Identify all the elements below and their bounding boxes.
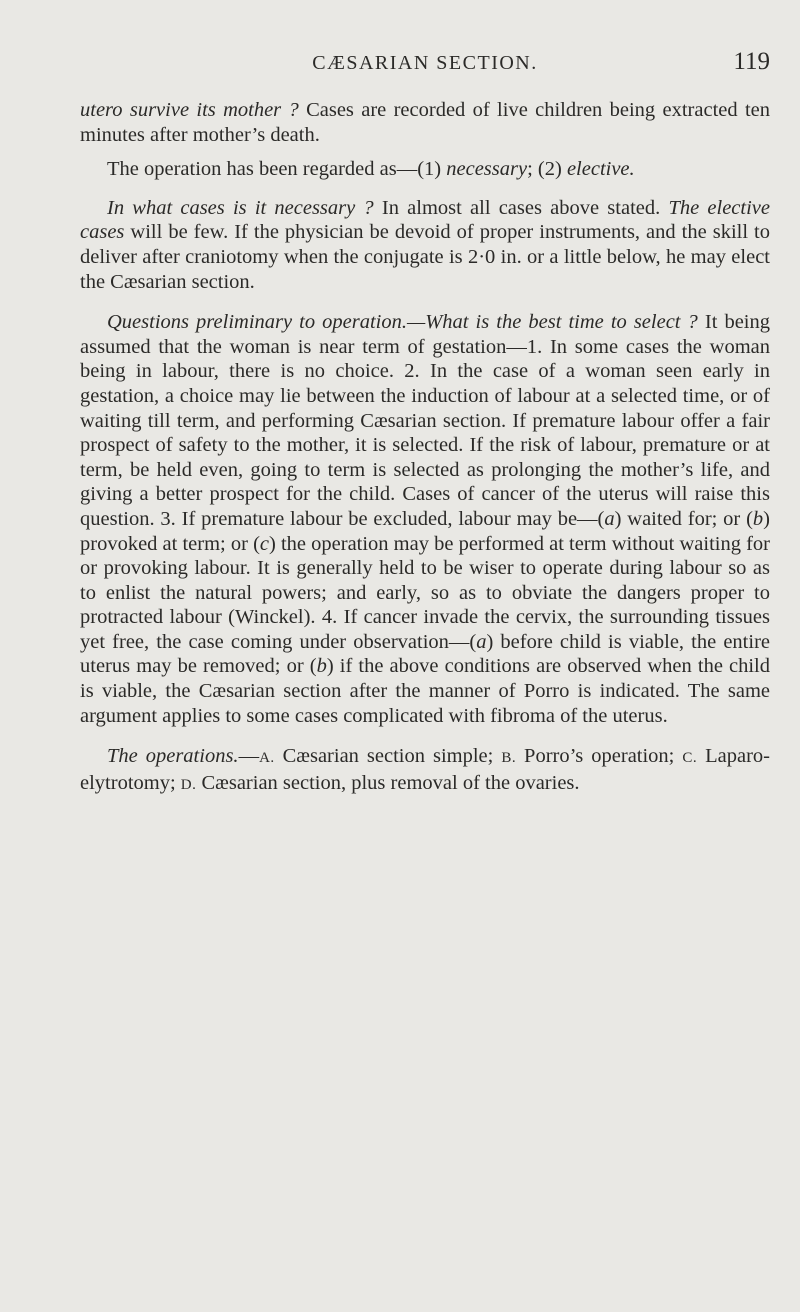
running-title: CÆSARIAN SECTION. — [312, 52, 538, 74]
paragraph-preliminary-questions: Questions preliminary to operation.—What is the best time to select ? It being assumed that the woman is near term of gestation—1. In some cases the woman being in labour, there is no choice. 2. In the case of a woman seen early in gestation, a choice may lie between the induction of labour at a selected time, or of waiting till term, and performing Cæsarian section. If premature labour offer a fair prospect of safety to the mother, it is selected. If the risk of labour, premature or at term, be held even, going to term is selected as prolonging the mother’s life, and giving a better prospect for the child. Cases of cancer of the uterus will raise this question. 3. If premature labour be excluded, labour may be—(a) waited for; or (b) provoked at term; or (c) the operation may be performed at term without waiting for or provoking labour. It is generally held to be wiser to operate during labour so as to enlist the natural powers; and early, so as to obviate the dangers proper to protracted labour (Winckel). 4. If cancer invade the cervix, the surrounding tissues yet free, the case coming under observation—(a) before child is viable, the entire uterus may be removed; or (b) if the above conditions are observed when the child is viable, the Cæsarian section after the manner of Porro is indicated. The same argument applies to some cases complicated with fibroma of the uterus. — [80, 311, 771, 727]
italic-heading: In what cases is it necessary ? — [107, 196, 374, 219]
paragraph-continuation: utero survive its mother ? Cases are recorded of live children being extracted ten minutes after mother’s death. — [80, 99, 770, 146]
page-number: 119 — [733, 48, 770, 75]
italic-elective: elective. — [566, 158, 635, 181]
italic-heading: The operations. — [107, 745, 239, 768]
paragraph-necessary-cases: In what cases is it necessary ? In almost all cases above stated. The elective cases will be few. If the physician be devoid of proper instruments, and the skill to deliver after craniotomy when the conjugate is 2·0 in. or a little below, he may elect the Cæsarian section. — [80, 196, 770, 293]
paragraph-operation-types: The operation has been regarded as—(1) necessary; (2) elective. — [107, 158, 635, 181]
italic-phrase: utero survive its mother ? — [80, 99, 299, 121]
page-header — [80, 48, 770, 82]
italic-elective-cases: The elective cases — [80, 196, 770, 244]
paragraph-operations-list: The operations.—A. Cæsarian section simple; B. Porro’s operation; C. Laparo-elytrotomy; D. Cæsarian section, plus removal of the ovaries. — [80, 745, 770, 794]
italic-heading: Questions preliminary to operation.—What is the best time to select ? — [107, 311, 698, 334]
italic-necessary: necessary — [446, 158, 528, 181]
body-text — [80, 98, 770, 797]
